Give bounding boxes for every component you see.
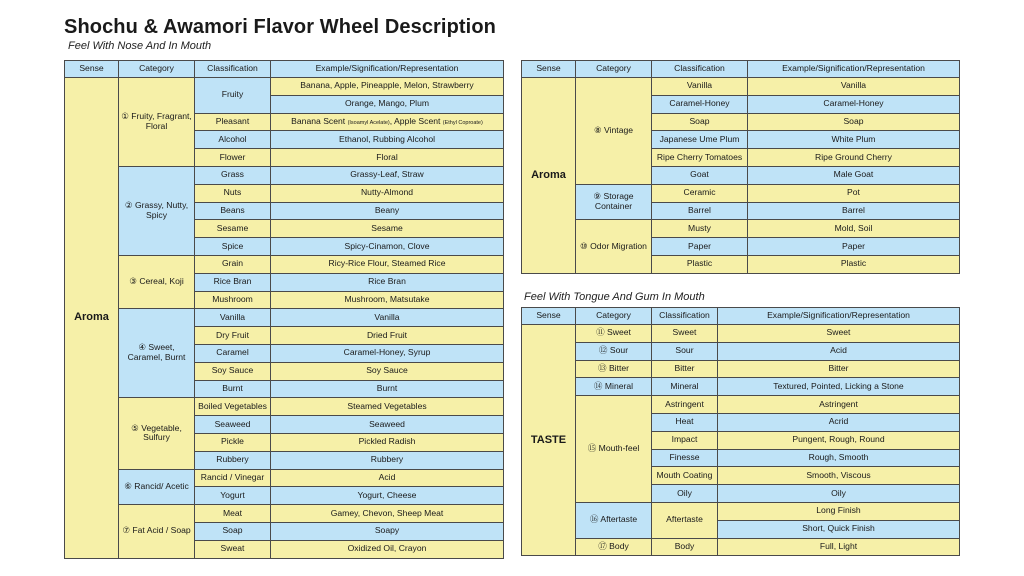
example-cell: Sesame	[271, 220, 504, 238]
example-cell: Spicy-Cinamon, Clove	[271, 238, 504, 256]
category-cell: ⑫ Sour	[576, 342, 652, 360]
classification-cell: Nuts	[195, 184, 271, 202]
example-cell: Orange, Mango, Plum	[271, 95, 504, 113]
classification-cell: Yogurt	[195, 487, 271, 505]
classification-cell: Soap	[195, 522, 271, 540]
classification-cell: Impact	[652, 431, 718, 449]
example-cell: Floral	[271, 149, 504, 167]
nose-section-subtitle: Feel With Nose And In Mouth	[68, 40, 212, 52]
classification-cell: Sweet	[652, 325, 718, 343]
category-cell: ⑬ Bitter	[576, 360, 652, 378]
classification-cell: Goat	[652, 166, 748, 184]
classification-cell: Meat	[195, 505, 271, 523]
taste-table	[521, 307, 960, 556]
category-cell: ⑨ Storage Container	[576, 184, 652, 220]
example-cell: White Plum	[748, 131, 960, 149]
classification-cell: Aftertaste	[652, 502, 718, 538]
table-row	[522, 220, 960, 238]
example-cell: Grassy-Leaf, Straw	[271, 166, 504, 184]
example-cell: Mushroom, Matsutake	[271, 291, 504, 309]
header-classification: Classification	[195, 61, 271, 78]
header-example: Example/Signification/Representation	[748, 61, 960, 78]
example-cell: Long Finish	[718, 502, 960, 520]
example-cell: Nutty-Almond	[271, 184, 504, 202]
example-cell: Pungent, Rough, Round	[718, 431, 960, 449]
classification-cell: Paper	[652, 238, 748, 256]
example-part-small: (Isoamyl Acelate)	[347, 120, 390, 127]
example-part: Banana Scent	[291, 116, 348, 127]
table-row	[65, 309, 504, 327]
example-cell: Ripe Ground Cherry	[748, 149, 960, 167]
category-cell: ⑰ Body	[576, 538, 652, 556]
classification-cell: Alcohol	[195, 131, 271, 149]
classification-cell: Heat	[652, 413, 718, 431]
classification-cell: Mouth Coating	[652, 467, 718, 485]
classification-cell: Japanese Ume Plum	[652, 131, 748, 149]
classification-cell: Beans	[195, 202, 271, 220]
table-row	[65, 398, 504, 416]
example-cell: Dried Fruit	[271, 327, 504, 345]
table-row	[65, 505, 504, 523]
classification-cell: Grass	[195, 166, 271, 184]
example-cell: Rubbery	[271, 451, 504, 469]
table-row	[65, 166, 504, 184]
header-classification: Classification	[652, 308, 718, 325]
table-row	[522, 360, 960, 378]
example-part-small: (Ethyl Coproate)	[442, 120, 483, 127]
example-cell: Caramel-Honey	[748, 95, 960, 113]
classification-cell: Astringent	[652, 396, 718, 414]
example-cell: Soapy	[271, 522, 504, 540]
table-row	[522, 378, 960, 396]
sense-cell: TASTE	[522, 325, 576, 556]
example-cell: Vanilla	[748, 78, 960, 96]
example-cell: Acrid	[718, 413, 960, 431]
category-cell: ④ Sweet, Caramel, Burnt	[119, 309, 195, 398]
example-cell: Ethanol, Rubbing Alcohol	[271, 131, 504, 149]
header-category: Category	[576, 308, 652, 325]
example-cell: Gamey, Chevon, Sheep Meat	[271, 505, 504, 523]
table-row	[522, 396, 960, 414]
classification-cell: Seaweed	[195, 416, 271, 434]
example-cell: Acid	[271, 469, 504, 487]
header-sense: Sense	[65, 61, 119, 78]
classification-cell: Pickle	[195, 433, 271, 451]
classification-cell: Sweat	[195, 540, 271, 558]
category-cell: ③ Cereal, Koji	[119, 255, 195, 308]
example-cell: Rice Bran	[271, 273, 504, 291]
category-cell: ⑩ Odor Migration	[576, 220, 652, 273]
example-cell: Banana, Apple, Pineapple, Melon, Strawberry	[271, 78, 504, 96]
classification-cell: Soy Sauce	[195, 362, 271, 380]
classification-cell: Fruity	[195, 78, 271, 114]
example-cell: Mold, Soil	[748, 220, 960, 238]
page-title: Shochu & Awamori Flavor Wheel Description	[64, 16, 496, 38]
classification-cell: Flower	[195, 149, 271, 167]
example-cell: Oxidized Oil, Crayon	[271, 540, 504, 558]
example-cell: Paper	[748, 238, 960, 256]
table-row	[522, 325, 960, 343]
category-cell: ⑧ Vintage	[576, 78, 652, 185]
aroma-table-left	[64, 60, 504, 559]
example-cell: Smooth, Viscous	[718, 467, 960, 485]
classification-cell: Musty	[652, 220, 748, 238]
example-cell: Astringent	[718, 396, 960, 414]
example-cell: Pickled Radish	[271, 433, 504, 451]
table-row	[65, 255, 504, 273]
example-cell: Bitter	[718, 360, 960, 378]
table-row	[65, 78, 504, 96]
example-cell: Male Goat	[748, 166, 960, 184]
classification-cell: Barrel	[652, 202, 748, 220]
aroma-table-right	[521, 60, 960, 274]
example-cell: Yogurt, Cheese	[271, 487, 504, 505]
classification-cell: Caramel	[195, 344, 271, 362]
classification-cell: Burnt	[195, 380, 271, 398]
sense-cell: Aroma	[65, 78, 119, 559]
category-cell: ② Grassy, Nutty, Spicy	[119, 166, 195, 255]
example-cell: Sweet	[718, 325, 960, 343]
category-cell: ⑮ Mouth-feel	[576, 396, 652, 503]
tongue-section-subtitle: Feel With Tongue And Gum In Mouth	[524, 291, 705, 303]
category-cell: ⑪ Sweet	[576, 325, 652, 343]
header-sense: Sense	[522, 61, 576, 78]
classification-cell: Mineral	[652, 378, 718, 396]
table-row	[65, 469, 504, 487]
header-category: Category	[576, 61, 652, 78]
classification-cell: Mushroom	[195, 291, 271, 309]
table-header-row	[522, 308, 960, 325]
example-cell: Vanilla	[271, 309, 504, 327]
example-cell: Acid	[718, 342, 960, 360]
classification-cell: Vanilla	[652, 78, 748, 96]
table-row	[522, 538, 960, 556]
table-row	[522, 184, 960, 202]
table-header-row	[522, 61, 960, 78]
example-cell: Seaweed	[271, 416, 504, 434]
header-sense: Sense	[522, 308, 576, 325]
classification-cell: Plastic	[652, 255, 748, 273]
example-cell: Rough, Smooth	[718, 449, 960, 467]
category-cell: ⑦ Fat Acid / Soap	[119, 505, 195, 558]
classification-cell: Pleasant	[195, 113, 271, 131]
table-row	[522, 502, 960, 520]
example-cell	[271, 113, 504, 131]
example-cell: Barrel	[748, 202, 960, 220]
table-row	[522, 78, 960, 96]
example-cell: Oily	[718, 485, 960, 503]
classification-cell: Oily	[652, 485, 718, 503]
category-cell: ⑭ Mineral	[576, 378, 652, 396]
classification-cell: Rice Bran	[195, 273, 271, 291]
header-classification: Classification	[652, 61, 748, 78]
example-cell: Caramel-Honey, Syrup	[271, 344, 504, 362]
classification-cell: Rubbery	[195, 451, 271, 469]
classification-cell: Bitter	[652, 360, 718, 378]
example-cell: Textured, Pointed, Licking a Stone	[718, 378, 960, 396]
sense-cell: Aroma	[522, 78, 576, 274]
example-cell: Steamed Vegetables	[271, 398, 504, 416]
example-cell: Soap	[748, 113, 960, 131]
classification-cell: Sesame	[195, 220, 271, 238]
category-cell: ⑤ Vegetable, Sulfury	[119, 398, 195, 469]
classification-cell: Dry Fruit	[195, 327, 271, 345]
classification-cell: Soap	[652, 113, 748, 131]
example-part: , Apple Scent	[389, 116, 443, 127]
category-cell: ① Fruity, Fragrant, Floral	[119, 78, 195, 167]
classification-cell: Spice	[195, 238, 271, 256]
example-cell: Burnt	[271, 380, 504, 398]
classification-cell: Rancid / Vinegar	[195, 469, 271, 487]
example-cell: Beany	[271, 202, 504, 220]
classification-cell: Vanilla	[195, 309, 271, 327]
header-example: Example/Signification/Representation	[271, 61, 504, 78]
example-cell: Pot	[748, 184, 960, 202]
classification-cell: Sour	[652, 342, 718, 360]
example-cell: Soy Sauce	[271, 362, 504, 380]
classification-cell: Finesse	[652, 449, 718, 467]
classification-cell: Ceramic	[652, 184, 748, 202]
example-cell: Full, Light	[718, 538, 960, 556]
category-cell: ⑯ Aftertaste	[576, 502, 652, 538]
example-cell: Plastic	[748, 255, 960, 273]
classification-cell: Body	[652, 538, 718, 556]
example-cell: Short, Quick Finish	[718, 520, 960, 538]
header-category: Category	[119, 61, 195, 78]
header-example: Example/Signification/Representation	[718, 308, 960, 325]
classification-cell: Caramel-Honey	[652, 95, 748, 113]
classification-cell: Grain	[195, 255, 271, 273]
table-header-row	[65, 61, 504, 78]
example-cell: Ricy-Rice Flour, Steamed Rice	[271, 255, 504, 273]
table-row	[522, 342, 960, 360]
classification-cell: Ripe Cherry Tomatoes	[652, 149, 748, 167]
classification-cell: Boiled Vegetables	[195, 398, 271, 416]
category-cell: ⑥ Rancid/ Acetic	[119, 469, 195, 505]
